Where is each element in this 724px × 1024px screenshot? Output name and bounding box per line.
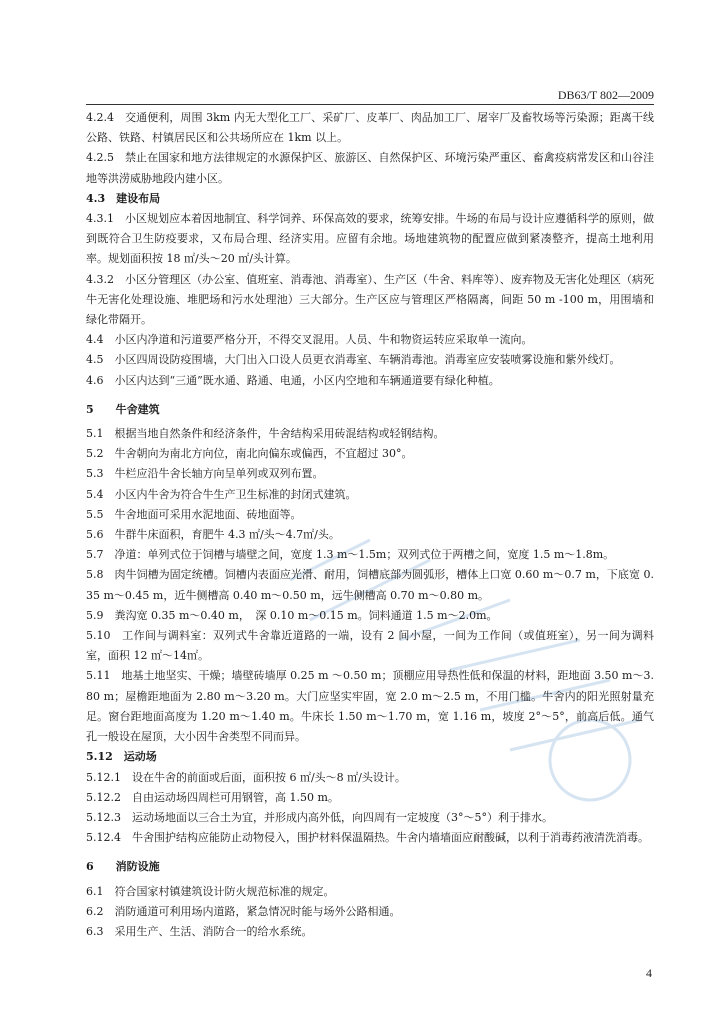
header-rule xyxy=(86,104,654,105)
clause-paragraph: 5.12.4 牛舍围护结构应能防止动物侵入，围护材料保温隔热。牛舍内墙墙面应耐酸碱，以利于消毒药液清洗消毒。 xyxy=(86,831,649,845)
subsection-heading: 4.3 建设布局 xyxy=(86,191,161,205)
clause-paragraph: 4.4 小区内净道和污道要严格分开，不得交叉混用。人员、牛和物资运转应采取单一流向。 xyxy=(86,333,533,347)
clause-paragraph: 6.1 符合国家村镇建筑设计防火规范标准的规定。 xyxy=(86,884,335,898)
clause-paragraph: 5.12.2 自由运动场四周栏可用钢管，高 1.50 m。 xyxy=(86,790,339,804)
clause-paragraph: 5.5 牛舍地面可采用水泥地面、砖地面等。 xyxy=(86,507,302,521)
clause-paragraph: 4.3.2 小区分管理区（办公室、值班室、消毒池、消毒室）、生产区（牛舍、料库等）、废弃物及无害化处理区（病死牛无害化处理设施、堆肥场和污水处理池）三大部分。生产区应与管理区严格隔离，间距 50 m -100 m，用围墙和绿化带隔开。 xyxy=(86,272,654,327)
section-heading: 6 消防设施 xyxy=(86,860,160,874)
clause-paragraph: 5.4 小区内牛舍为符合牛生产卫生标准的封闭式建筑。 xyxy=(86,487,357,501)
clause-paragraph: 5.12.1 设在牛舍的前面或后面，面积按 6 ㎡/头～8 ㎡/头设计。 xyxy=(86,770,406,784)
clause-paragraph: 5.12.3 运动场地面以三合土为宜，并形成内高外低，向四周有一定坡度（3°～5°）利于排水。 xyxy=(86,810,553,824)
clause-paragraph: 6.3 采用生产、生活、消防合一的给水系统。 xyxy=(86,924,313,938)
document-code: DB63/T 802—2009 xyxy=(557,88,654,102)
clause-paragraph: 5.11 地基土地坚实、干燥；墙壁砖墙厚 0.25 m ～0.50 m；顶棚应用导热性低和保温的材料，距地面 3.50 m～3.80 m；屋檐距地面为 2.80 m～3.20 m。大门应坚实牢固，宽 2.0 m～2.5 m，不用门槛。牛舍内的阳光照射量充足。窗台距地面高度为 1.20 m～1.40 m。牛床长 1.50 m～1.70 m，宽 1.16 m，坡度 2°～5°，前高后低。通气孔一般设在屋顶，大小因牛舍类型不同而异。 xyxy=(86,669,654,744)
clause-paragraph: 4.3.1 小区规划应本着因地制宜、科学饲养、环保高效的要求，统筹安排。牛场的布局与设计应遵循科学的原则，做到既符合卫生防疫要求，又布局合理、经济实用。应留有余地。场地建筑物的配置应做到紧凑整齐，提高土地利用率。规划面积按 18 ㎡/头～20 ㎡/头计算。 xyxy=(86,212,654,266)
clause-paragraph: 4.2.5 禁止在国家和地方法律规定的水源保护区、旅游区、自然保护区、环境污染严重区、畜禽疫病常发区和山谷洼地等洪涝威胁地段内建小区。 xyxy=(86,151,654,185)
clause-paragraph: 5.10 工作间与调料室：双列式牛舍靠近道路的一端，设有 2 间小屋，一间为工作间（或值班室），另一间为调料室，面积 12 ㎡～14㎡。 xyxy=(86,629,654,663)
document-body xyxy=(86,108,654,942)
clause-paragraph: 5.8 肉牛饲槽为固定统槽。饲槽内表面应光滑、耐用，饲槽底部为圆弧形，槽体上口宽 0.60 m～0.7 m，下底宽 0.35 m～0.45 m，近牛侧槽高 0.40 m～0.50 m，远牛侧槽高 0.70 m～0.80 m。 xyxy=(86,568,654,602)
clause-paragraph: 5.1 根据当地自然条件和经济条件，牛舍结构采用砖混结构或轻钢结构。 xyxy=(86,427,445,441)
clause-paragraph: 6.2 消防通道可利用场内道路，紧急情况时能与场外公路相通。 xyxy=(86,904,401,918)
subsection-heading: 5.12 运动场 xyxy=(86,750,157,764)
clause-paragraph: 5.3 牛栏应沿牛舍长轴方向呈单列或双列布置。 xyxy=(86,467,324,481)
page-number: 4 xyxy=(646,966,652,980)
clause-paragraph: 5.6 牛群牛床面积，育肥牛 4.3 ㎡/头～4.7㎡/头。 xyxy=(86,528,340,542)
clause-paragraph: 5.9 粪沟宽 0.35 m～0.40 m， 深 0.10 m～0.15 m。饲料通道 1.5 m～2.0m。 xyxy=(86,608,498,622)
section-heading: 5 牛舍建筑 xyxy=(86,402,160,416)
clause-paragraph: 5.2 牛舍朝向为南北方向位，南北向偏东或偏西，不宜超过 30°。 xyxy=(86,447,413,461)
clause-paragraph: 4.2.4 交通便利，周围 3km 内无大型化工厂、采矿厂、皮革厂、肉品加工厂、屠宰厂及畜牧场等污染源；距离干线公路、铁路、村镇居民区和公共场所应在 1km 以上。 xyxy=(86,111,654,145)
clause-paragraph: 4.6 小区内达到“三通”既水通、路通、电通，小区内空地和车辆通道要有绿化种植。 xyxy=(86,373,500,387)
clause-paragraph: 4.5 小区四周设防疫围墙，大门出入口设人员更衣消毒室、车辆消毒池。消毒室应安装喷雾设施和紫外线灯。 xyxy=(86,353,621,367)
clause-paragraph: 5.7 净道：单列式位于饲槽与墙壁之间，宽度 1.3 m～1.5m；双列式位于两槽之间，宽度 1.5 m～1.8m。 xyxy=(86,548,615,562)
